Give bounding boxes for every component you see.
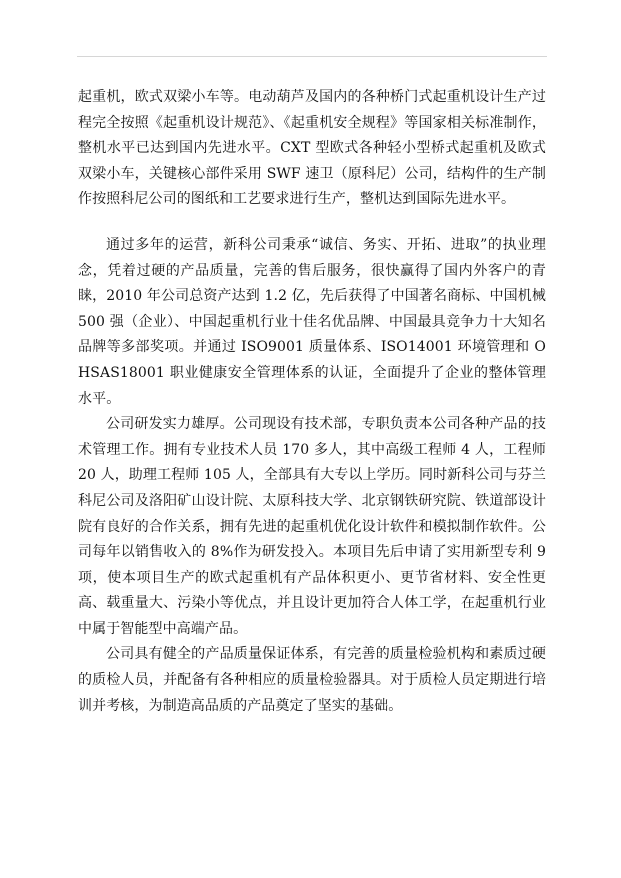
paragraph-quality-system: 公司具有健全的产品质量保证体系，有完善的质量检验机构和素质过硬的质检人员，并配备有各种相应的质量检验器具。对于质检人员定期进行培训并考核，为制造高品质的产品奠定了坚实的基础。 (78, 646, 546, 714)
document-body (78, 85, 546, 719)
paragraph-rd-strength: 公司研发实力雄厚。公司现设有技术部，专职负责本公司各种产品的技术管理工作。拥有专业技术人员 170 多人，其中高级工程师 4 人，工程师 20 人，助理工程师 105 人，全部具有大专以上学历。同时新科公司与芬兰科尼公司及洛阳矿山设计院、太原科技大学、北京钢铁研究院、铁道部设计院有良好的合作关系，拥有先进的起重机优化设计软件和模拟制作软件。公司每年以销售收入的 8%作为研发投入。本项目先后申请了实用新型专利 9 项，使本项目生产的欧式起重机有产品体积更小、更节省材料、安全性更高、载重量大、污染小等优点，并且设计更加符合人体工学，在起重机行业中属于智能型中高端产品。 (78, 416, 546, 637)
paragraph-product-standards: 起重机，欧式双梁小车等。电动葫芦及国内的各种桥门式起重机设计生产过程完全按照《起重机设计规范》、《起重机安全规程》等国家相关标准制作，整机水平已达到国内先进水平。CXT 型欧式各种轻小型桥式起重机及欧式双梁小车，关键核心部件采用 SWF 速卫（原科尼）公司，结构件的生产制作按照科尼公司的图纸和工艺要求进行生产，整机达到国际先进水平。 (78, 89, 546, 208)
header-divider (77, 56, 547, 57)
paragraph-company-operation: 通过多年的运营，新科公司秉承“诚信、务实、开拓、进取”的执业理念，凭着过硬的产品质量，完善的售后服务，很快赢得了国内外客户的青睐，2010 年公司总资产达到 1.2 亿，先后获得了中国著名商标、中国机械 500 强（企业）、中国起重机行业十佳名优品牌、中国最具竞争力十大知名品牌等多部奖项。并通过 ISO9001 质量体系、ISO14001 环境管理和 OHSAS18001 职业健康安全管理体系的认证，全面提升了企业的整体管理水平。 (78, 236, 546, 407)
